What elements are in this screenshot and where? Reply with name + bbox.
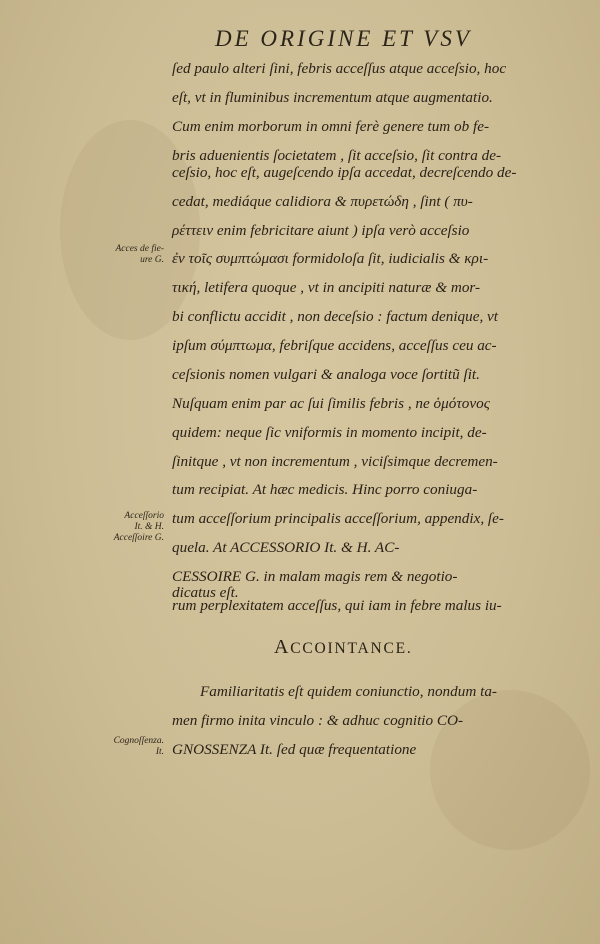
text-line: ſinitque , vt non incrementum , viciſsimque decremen- xyxy=(172,453,498,470)
text-line: bris aduenientis ſocietatem , ſit acceſsio, ſit contra de- xyxy=(172,147,502,164)
text-line: quela. At ACCESSORIO It. & H. AC- xyxy=(172,539,400,556)
text-line: ἐν τοῖς συμπτώμασι formidoloſa ſit, iudicialis & κρι- xyxy=(172,250,489,267)
section-heading-rest: CCOINTANCE. xyxy=(290,640,413,657)
margin-note-line: Acces de fie- xyxy=(115,244,164,254)
text-line: cedat, mediáque calidiora & πυρετώδη , ſint ( πυ- xyxy=(172,193,473,210)
section-text-line: men firmo inita vinculo : & adhuc cognitio CO- xyxy=(172,712,464,729)
section-heading xyxy=(274,636,413,659)
text-line: ρέττειν enim febricitare aiunt ) ipſa verò acceſsio xyxy=(172,222,470,239)
running-header: DE ORIGINE ET VSV xyxy=(215,26,472,51)
margin-note-line: ure G. xyxy=(140,255,164,265)
margin-note-line: Acceſſoire G. xyxy=(113,533,164,543)
margin-note-cognossenza xyxy=(114,736,164,758)
section-text-line: GNOSSENZA It. ſed quæ frequentatione xyxy=(172,741,417,758)
text-line: tum acceſſorium principalis acceſſorium, appendix, ſe- xyxy=(172,510,504,527)
text-line: ceſsionis nomen vulgari & analoga voce ſortitũ ſit. xyxy=(172,366,480,383)
text-line: ceſsio, hoc eſt, augeſcendo ipſa accedat, decreſcendo de- xyxy=(172,164,517,181)
section-heading-initial: A xyxy=(274,636,291,658)
text-line-dicatus: dicatus eſt. xyxy=(172,584,239,601)
text-line: Nuſquam enim par ac ſui ſimilis febris , ne ὁμότονος xyxy=(172,395,490,412)
text-line: bi conflictu accidit , non deceſsio : factum denique, vt xyxy=(172,308,499,325)
margin-note-acces xyxy=(115,244,164,266)
margin-note-line: Acceſſorio xyxy=(124,511,164,521)
margin-note-line: Cognoſſenza. xyxy=(113,736,164,746)
margin-note-line: It. xyxy=(155,747,164,757)
text-line: τική, letifera quoque , vt in ancipiti naturæ & mor- xyxy=(172,279,481,296)
text-line: quidem: neque ſic vniformis in momento incipit, de- xyxy=(172,424,487,441)
text-line: rum perplexitatem acceſſus, qui iam in febre malus iu- xyxy=(172,597,502,614)
margin-note-accessorio xyxy=(114,511,164,544)
text-line: ipſum σύμπτωμα, febriſque accidens, acceſſus ceu ac- xyxy=(172,337,497,354)
text-line: eſt, vt in fluminibus incrementum atque augmentatio. xyxy=(172,89,493,106)
text-line: tum recipiat. At hæc medicis. Hinc porro coniuga- xyxy=(172,481,478,498)
margin-note-line: It. & H. xyxy=(134,522,164,532)
text-line: ſed paulo alteri ſini, febris acceſſus atque acceſsio, hoc xyxy=(172,60,507,77)
section-text-line: Familiaritatis eſt quidem coniunctio, nondum ta- xyxy=(200,683,497,700)
text-line: Cum enim morborum in omni ferè genere tum ob fe- xyxy=(172,118,490,135)
text-line: CESSOIRE G. in malam magis rem & negotio- xyxy=(172,568,458,585)
